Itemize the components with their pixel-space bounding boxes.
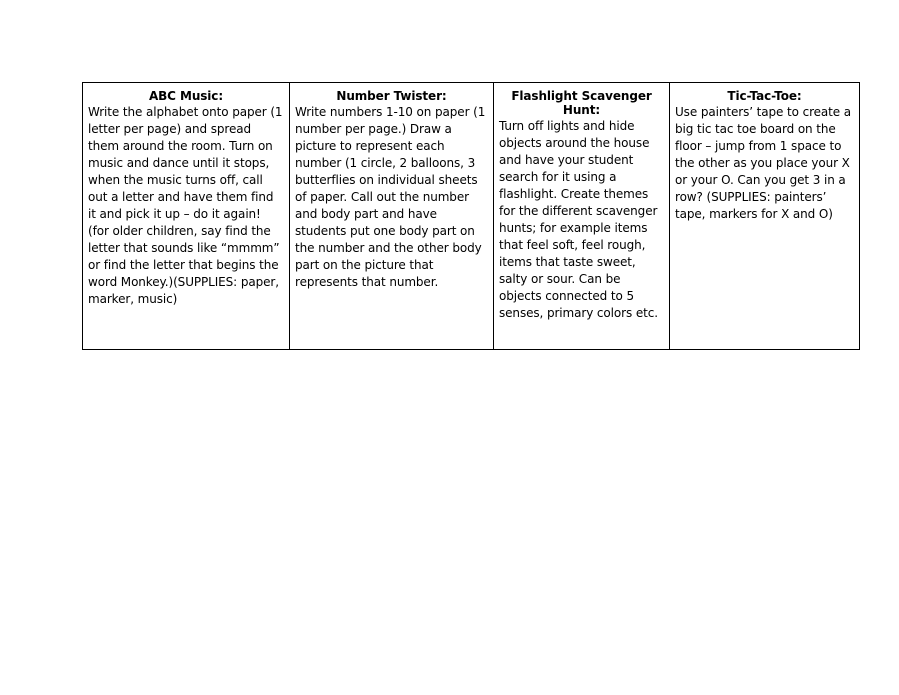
activity-cell-abc-music [83, 83, 290, 350]
activity-description: Write numbers 1-10 on paper (1 number per page.) Draw a picture to represent each number (1 circle, 2 balloons, 3 butterflies on individual sheets of paper. Call out the number and body part and have students put one body part on the number and the other body part on the picture that represents that number. [295, 105, 486, 289]
activity-description: Use painters’ tape to create a big tic tac toe board on the floor – jump from 1 space to the other as you place your X or your O. Can you get 3 in a row? (SUPPLIES: painters’ tape, markers for X and O) [675, 105, 852, 221]
activity-cell-tic-tac-toe [670, 83, 860, 350]
activity-title: ABC Music: [148, 89, 224, 103]
activity-title: Number Twister: [336, 89, 447, 103]
activity-cell-flashlight-scavenger-hunt [494, 83, 670, 350]
activity-description: Write the alphabet onto paper (1 letter per page) and spread them around the room. Turn on music and dance until it stops, when the music turns off, call out a letter and have them find it and pick it up – do it again! (for older children, say find the letter that sounds like “mmmm” or find the letter that begins the word Monkey.)(SUPPLIES: paper, marker, music) [88, 105, 283, 306]
activities-table [82, 82, 860, 350]
activity-cell-number-twister [290, 83, 494, 350]
activity-title: Tic-Tac-Toe: [727, 89, 802, 103]
activity-description: Turn off lights and hide objects around the house and have your student search for it using a flashlight. Create themes for the different scavenger hunts; for example items that feel soft, feel rough, items that taste sweet, salty or sour. Can be objects connected to 5 senses, primary colors etc. [499, 119, 658, 320]
activities-row [83, 83, 860, 350]
activity-title: Flashlight Scavenger Hunt: [511, 89, 652, 117]
